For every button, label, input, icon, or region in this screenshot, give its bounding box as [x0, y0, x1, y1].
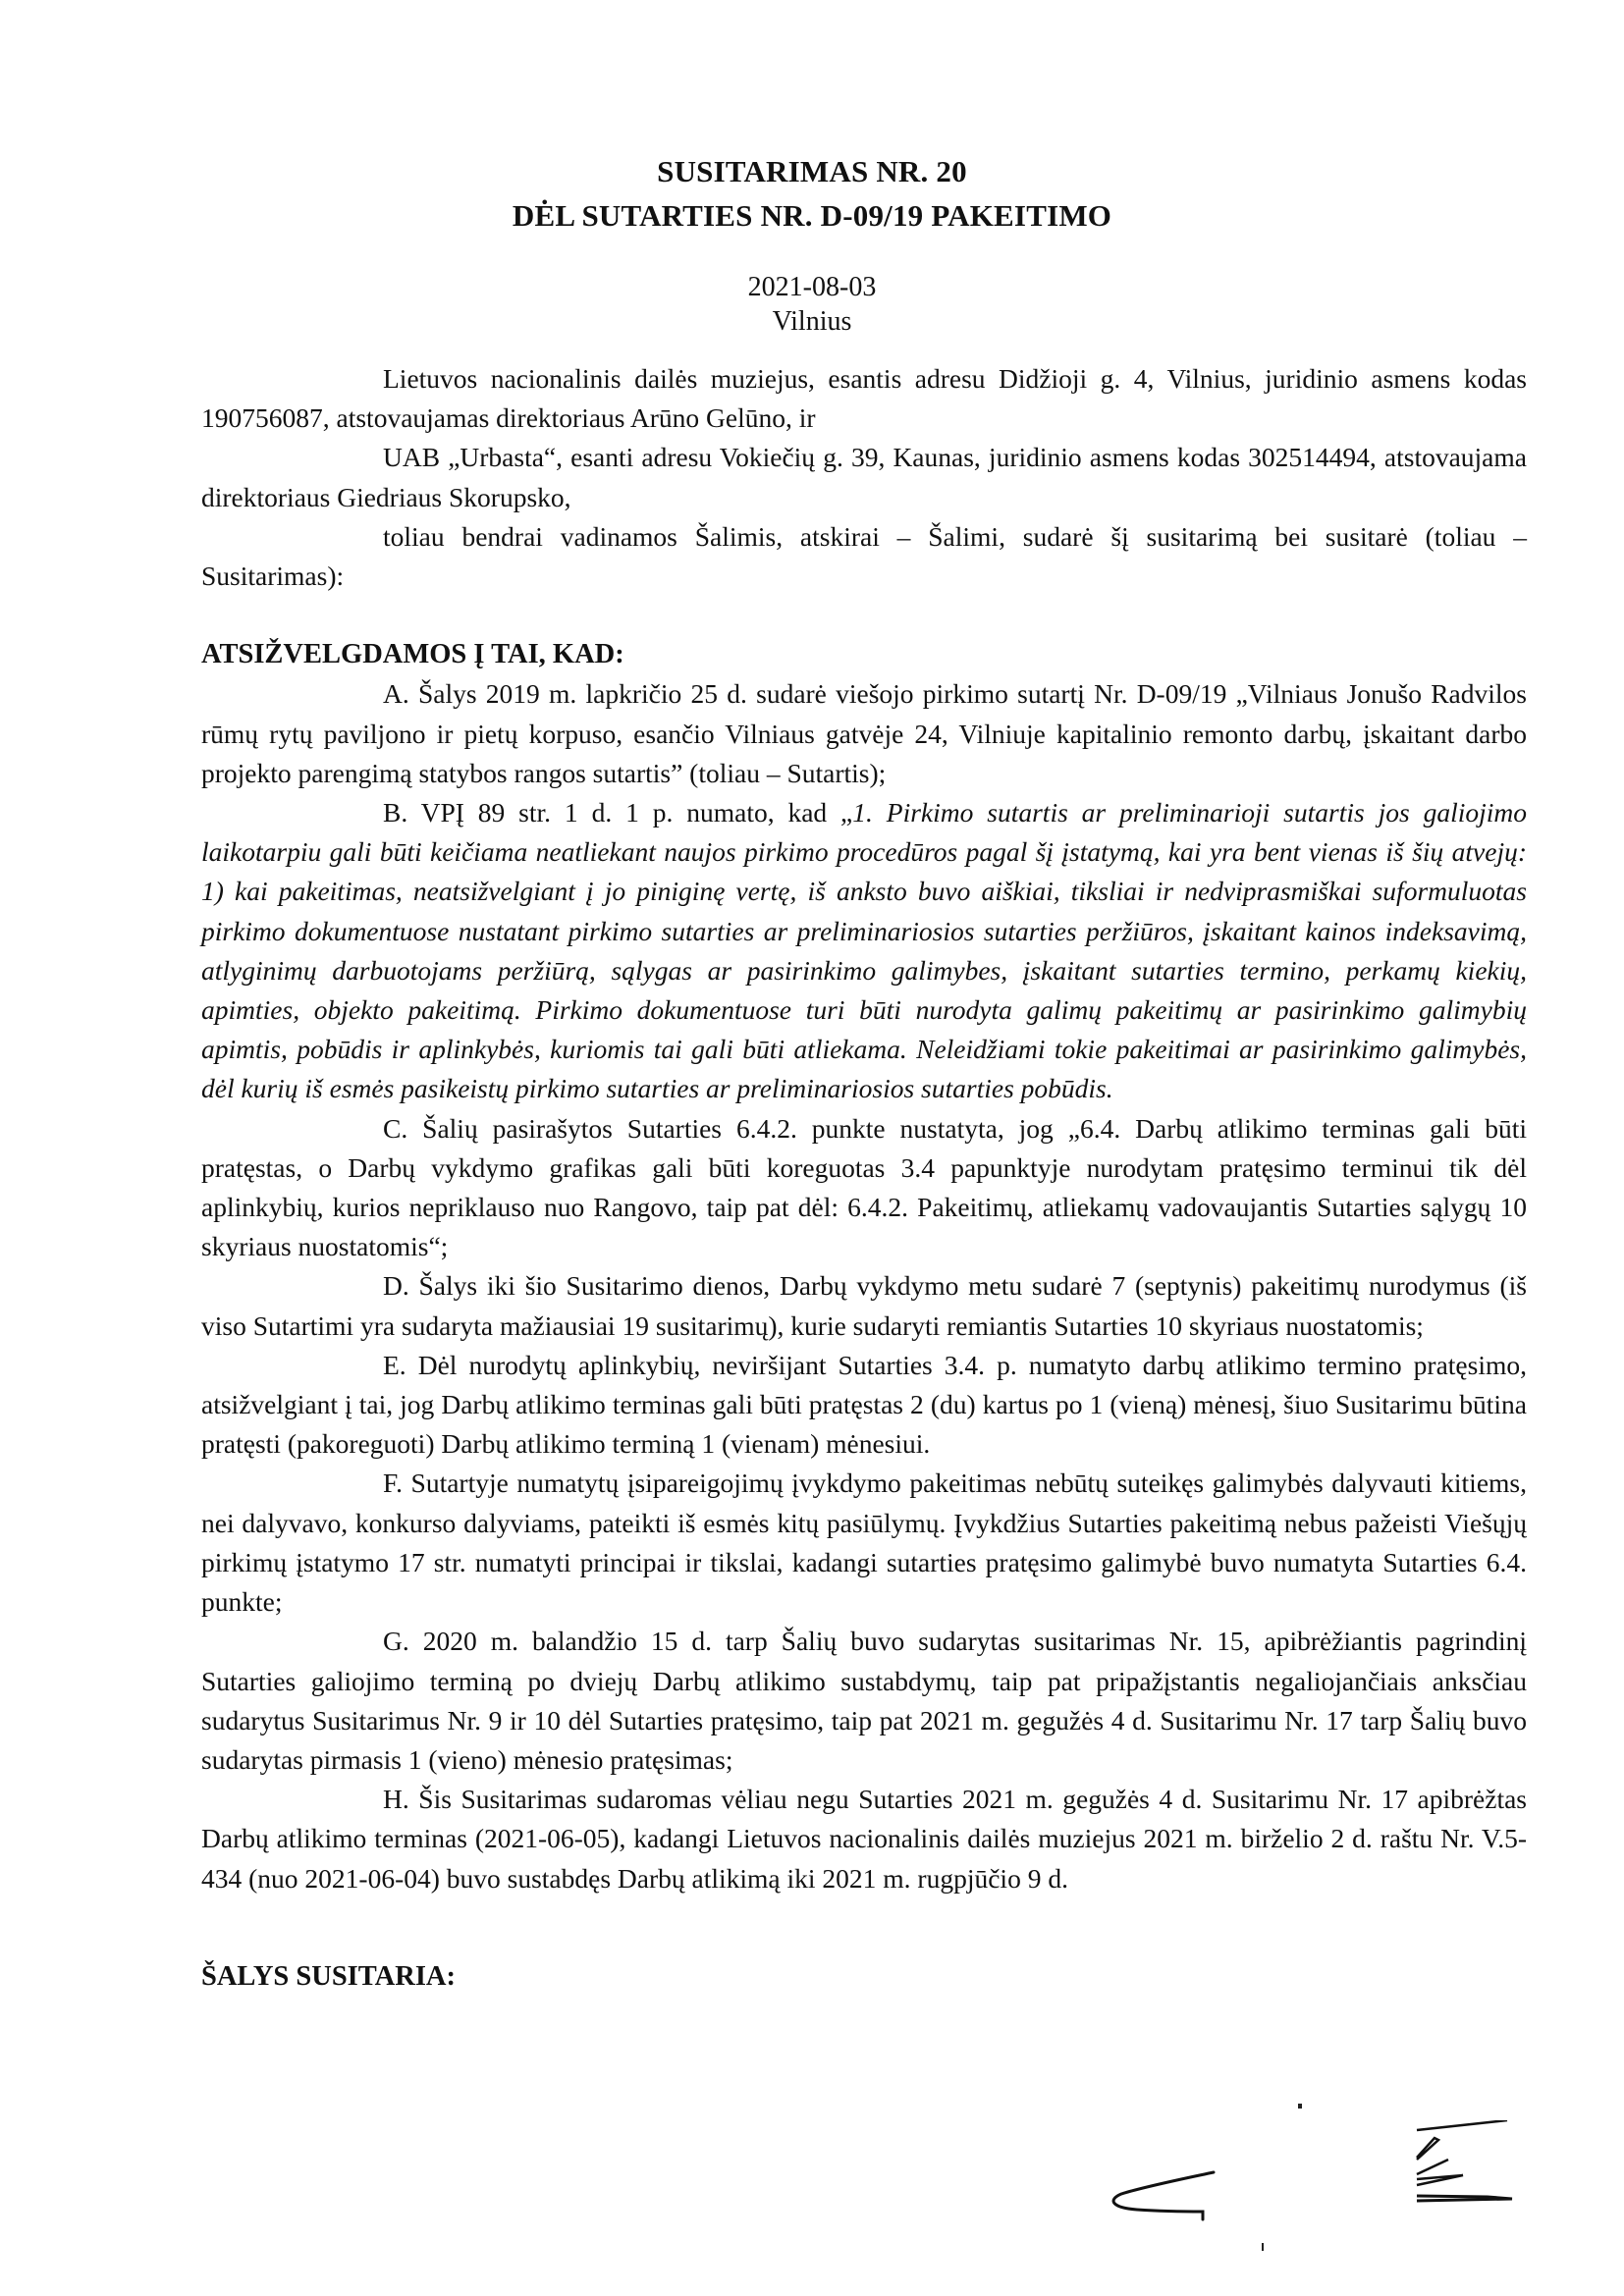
signature-left-icon	[1108, 2164, 1216, 2233]
party-2-paragraph: UAB „Urbasta“, esanti adresu Vokiečių g. 39, Kaunas, juridinio asmens kodas 302514494, atstovaujama direktoriaus Giedriaus Skorupsko,	[201, 442, 1527, 512]
clause-f: F. Sutartyje numatytų įsipareigojimų įvykdymo pakeitimas nebūtų suteikęs galimybės dalyvauti kitiems, nei dalyvavo, konkurso dalyviams, pateikti iš esmės kitų pasiūlymų. Įvykdžius Sutarties pakeitimą nebus pažeisti Viešųjų pirkimų įstatymo 17 str. numatyti principai ir tikslai, kadangi sutarties pratęsimo galimybė buvo numatyta Sutarties 6.4. punkte;	[201, 1468, 1527, 1618]
document-body	[201, 359, 1527, 1997]
clause-b	[201, 793, 1527, 1109]
party-1-paragraph: Lietuvos nacionalinis dailės muziejus, esantis adresu Didžioji g. 4, Vilnius, juridinio asmens kodas 190756087, atstovaujamas direktoriaus Arūno Gelūno, ir	[201, 363, 1527, 434]
considerations-heading: ATSIŽVELGDAMOS Į TAI, KAD:	[201, 639, 624, 670]
clause-b-law-quote: 1. Pirkimo sutartis ar preliminarioji sutartis jos galiojimo laikotarpiu gali būti keičiama neatliekant naujos pirkimo procedūros pagal šį įstatymą, kai yra bent vienas iš šių atvejų: 1) kai pakeitimas, neatsižvelgiant į jo piniginę vertę, iš anksto buvo aiškiai, tiksliai ir nedviprasmiškai suformuluotas pirkimo dokumentuose nustatant pirkimo sutarties ar preliminariosios sutarties peržiūros, įskaitant kainos indeksavimą, atlyginimų darbuotojams peržiūrą, sąlygas ar pasirinkimo galimybes, įskaitant sutarties termino, perkamų kiekių, apimties, objekto pakeitimą. Pirkimo dokumentuose turi būti nurodyta galimų pakeitimų ar pasirinkimo galimybių apimtis, pobūdis ir aplinkybės, kuriomis tai gali būti atliekama. Neleidžiami tokie pakeitimai ar pasirinkimo galimybės, dėl kurių iš esmės pasikeistų pirkimo sutarties ar preliminariosios sutarties pobūdis.	[201, 797, 1527, 1104]
document-place: Vilnius	[772, 306, 852, 337]
signature-right-icon	[1409, 2120, 1527, 2218]
clause-d: D. Šalys iki šio Susitarimo dienos, Darbų vykdymo metu sudarė 7 (septynis) pakeitimų nurodymus (iš viso Sutartimi yra sudaryta mažiausiai 19 susitarimų), kurie sudaryti remiantis Sutarties 10 skyriaus nuostatomis;	[201, 1270, 1527, 1341]
scan-mark	[1298, 2104, 1302, 2109]
clause-e: E. Dėl nurodytų aplinkybių, neviršijant Sutarties 3.4. p. numatyto darbų atlikimo termino pratęsimo, atsižvelgiant į tai, jog Darbų atlikimo terminas gali būti pratęstas 2 (du) kartus po 1 (vieną) mėnesį, šiuo Susitarimu būtina pratęsti (pakoreguoti) Darbų atlikimo terminą 1 (vienam) mėnesiui.	[201, 1349, 1527, 1460]
agreement-heading: ŠALYS SUSITARIA:	[201, 1960, 456, 1992]
clause-c: C. Šalių pasirašytos Sutarties 6.4.2. punkte nustatyta, jog „6.4. Darbų atlikimo terminas gali būti pratęstas, o Darbų vykdymo grafikas gali būti koreguotas 3.4 papunktyje nurodytam pratęsimo terminui tik dėl aplinkybių, kurios nepriklauso nuo Rangovo, taip pat dėl: 6.4.2. Pakeitimų, atliekamų vadovaujantis Sutarties sąlygų 10 skyriaus nuostatomis“;	[201, 1112, 1527, 1262]
title-block	[0, 149, 1624, 339]
document-date: 2021-08-03	[747, 272, 877, 302]
clause-a: A. Šalys 2019 m. lapkričio 25 d. sudarė viešojo pirkimo sutartį Nr. D-09/19 „Vilniaus Jonušo Radvilos rūmų rytų paviljono ir pietų korpuso, esančio Vilniaus gatvėje 24, Vilniuje kapitalinio remonto darbų, įskaitant darbo projekto parengimą statybos rangos sutartis” (toliau – Sutartis);	[201, 678, 1527, 788]
document-title: SUSITARIMAS NR. 20	[657, 154, 967, 188]
scan-mark	[1262, 2243, 1264, 2251]
document-subtitle: DĖL SUTARTIES NR. D-09/19 PAKEITIMO	[512, 198, 1112, 233]
clause-g: G. 2020 m. balandžio 15 d. tarp Šalių buvo sudarytas susitarimas Nr. 15, apibrėžiantis pagrindinį Sutarties galiojimo terminą po dviejų Darbų atlikimo sustabdymų, taip pat pripažįstantis negaliojančiais anksčiau sudarytus Susitarimus Nr. 9 ir 10 dėl Sutarties pratęsimo, taip pat 2021 m. gegužės 4 d. Susitarimu Nr. 17 tarp Šalių buvo sudarytas pirmasis 1 (vieno) mėnesio pratęsimas;	[201, 1626, 1527, 1775]
clause-h: H. Šis Susitarimas sudaromas vėliau negu Sutarties 2021 m. gegužės 4 d. Susitarimu Nr. 17 apibrėžtas Darbų atlikimo terminas (2021-06-05), kadangi Lietuvos nacionalinis dailės muziejus 2021 m. birželio 2 d. raštu Nr. V.5-434 (nuo 2021-06-04) buvo sustabdęs Darbų atlikimą iki 2021 m. rugpjūčio 9 d.	[201, 1784, 1527, 1894]
clause-b-intro: B. VPĮ 89 str. 1 d. 1 p. numato, kad „	[383, 797, 853, 828]
parties-intro-paragraph: toliau bendrai vadinamos Šalimis, atskirai – Šalimi, sudarė šį susitarimą bei susitarė (toliau – Susitarimas):	[201, 520, 1527, 592]
